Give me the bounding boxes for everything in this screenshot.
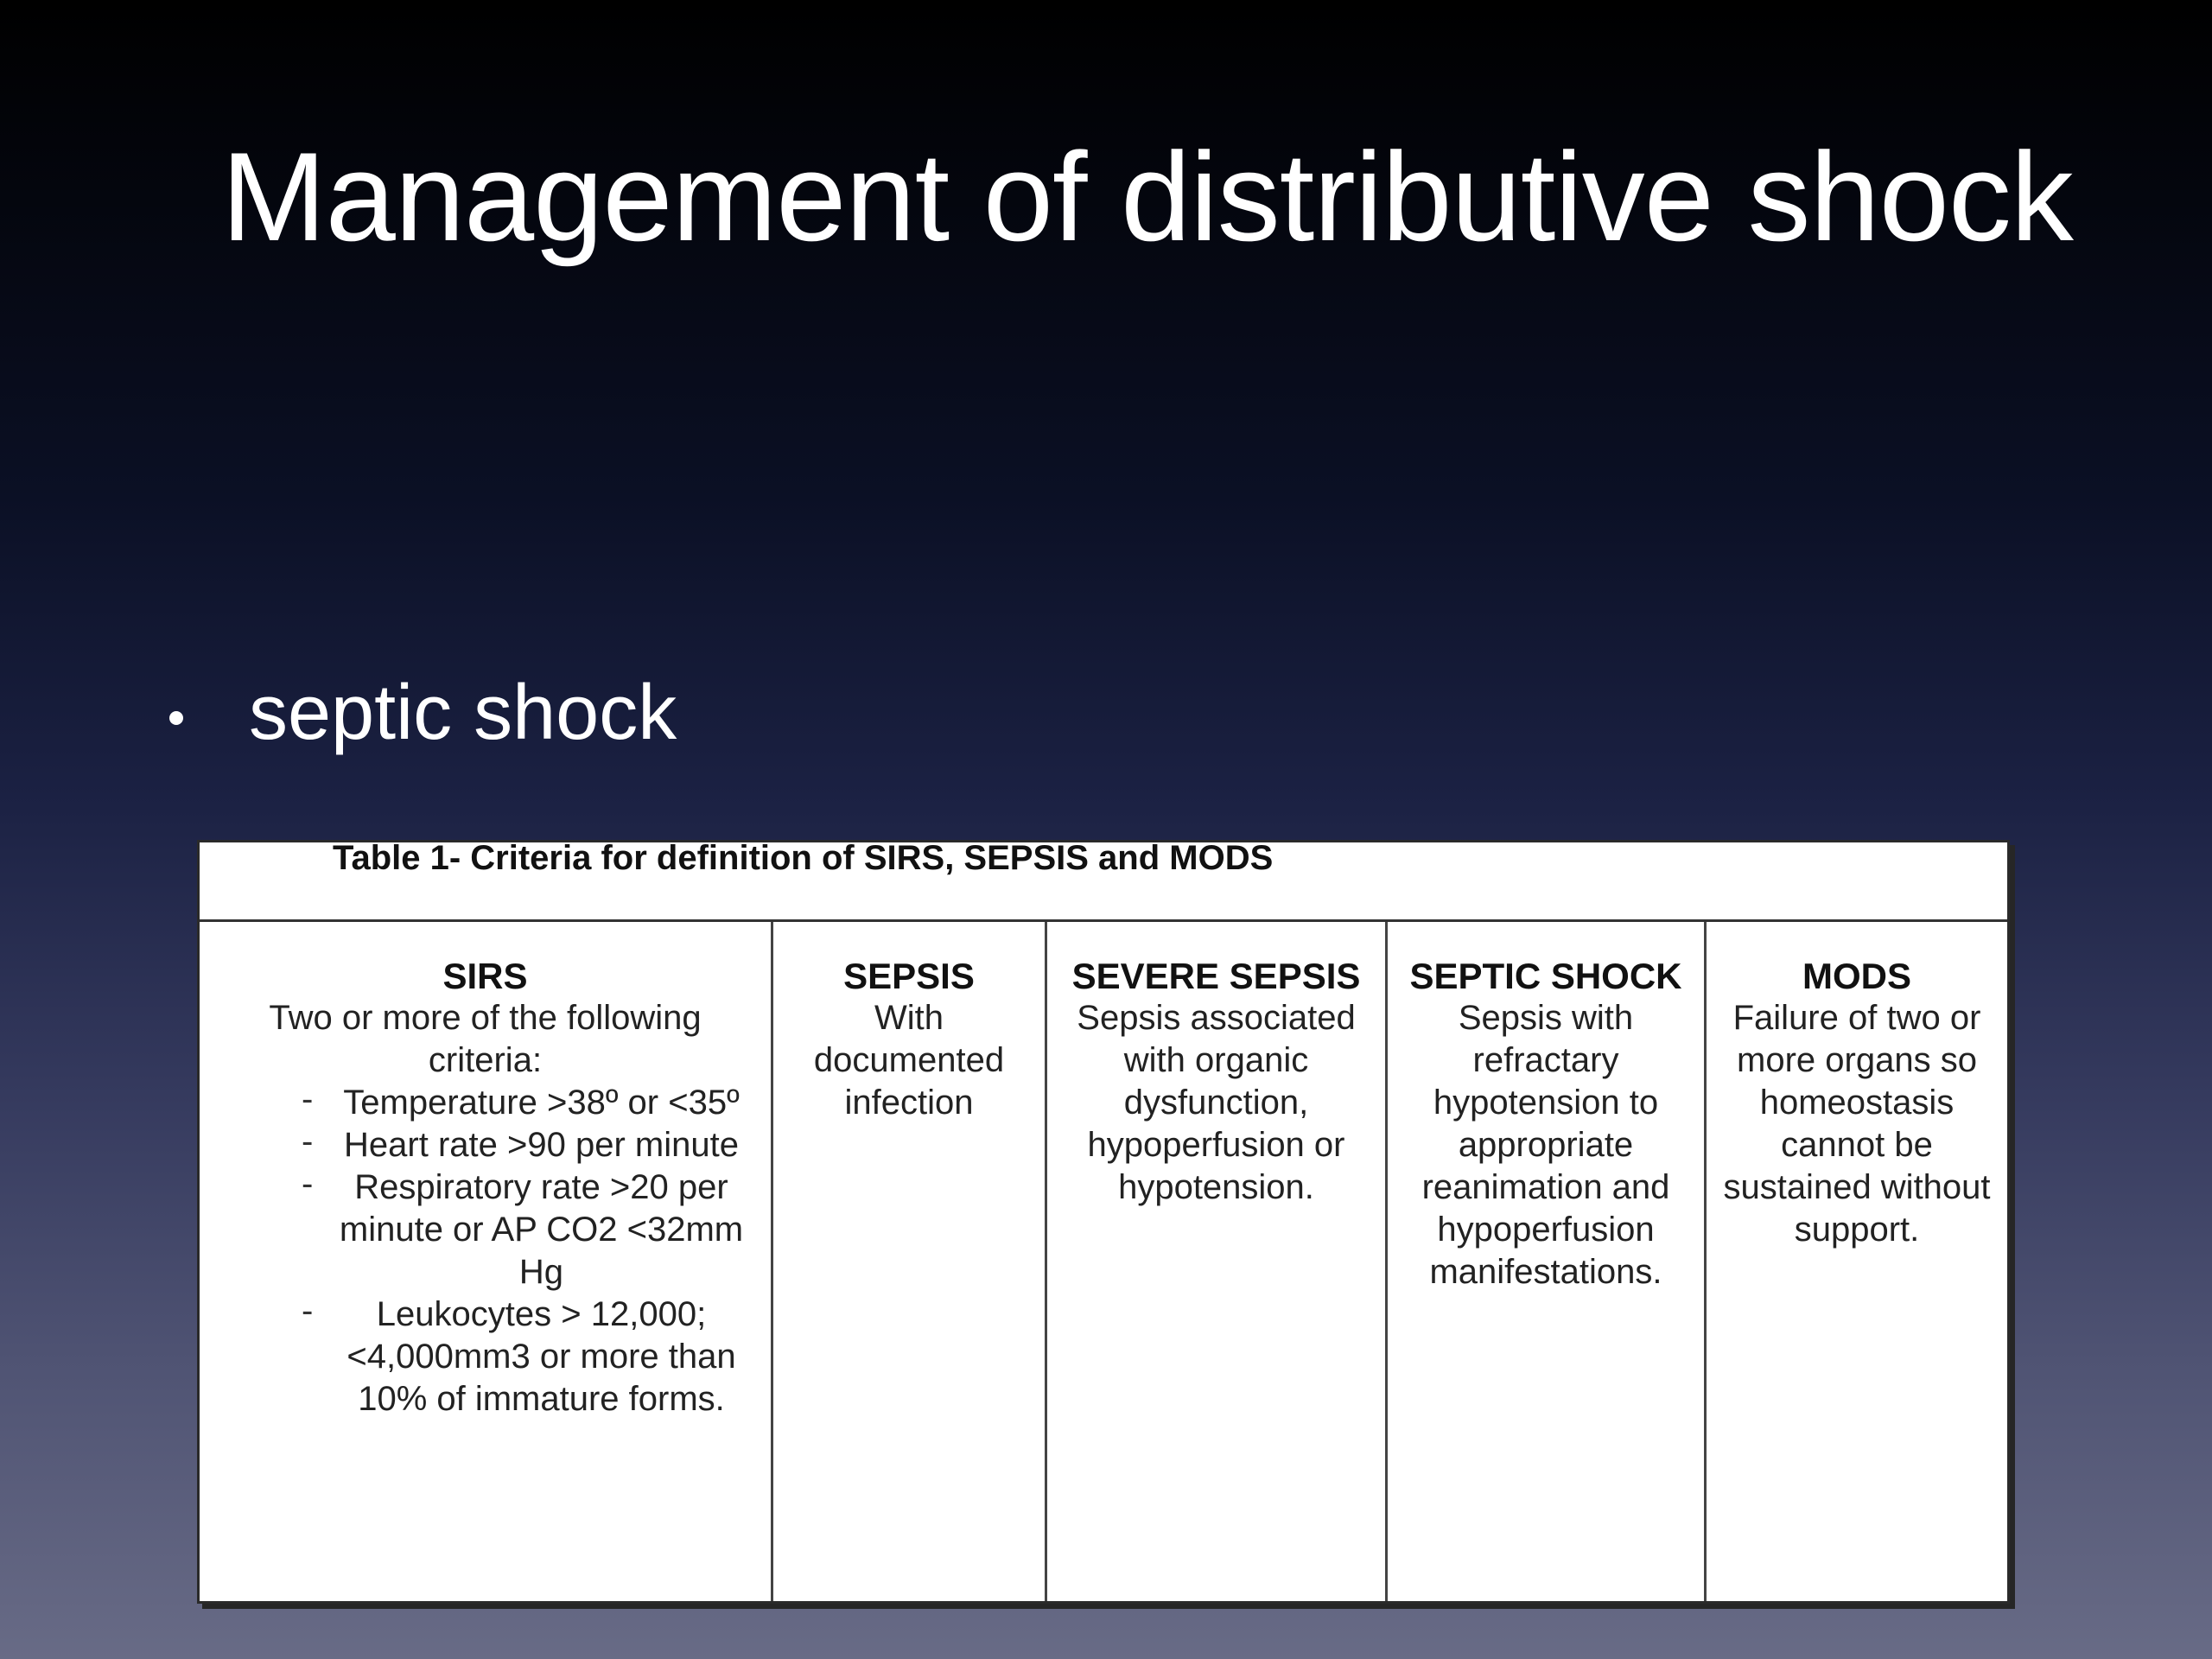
criteria-table-image	[197, 840, 2010, 1604]
sirs-criterion-heart-rate: - Heart rate >90 per minute	[200, 1124, 771, 1166]
bullet-text: septic shock	[249, 670, 677, 756]
table-column-septic-shock	[1388, 922, 1707, 1601]
bullet-dot-icon	[169, 711, 183, 725]
column-heading-severe-sepsis: SEVERE SEPSIS	[1071, 956, 1361, 996]
column-description-severe-sepsis: Sepsis associated with organic dysfunction, hypoperfusion or hypotension.	[1077, 999, 1356, 1206]
column-heading-mods: MODS	[1802, 956, 1911, 996]
column-description-sirs: Two or more of the following criteria:	[269, 999, 702, 1079]
column-heading-sirs: SIRS	[442, 956, 528, 996]
table-caption-row	[200, 839, 2007, 922]
sirs-criterion-leukocytes: - Leukocytes > 12,000; <4,000mm3 or more than 10% of immature forms.	[200, 1294, 771, 1421]
column-description-septic-shock: Sepsis with refractary hypotension to appropriate reanimation and hypoperfusion manifestations.	[1421, 999, 1670, 1291]
sirs-criteria-list	[200, 1082, 771, 1421]
sirs-criterion-respiratory-rate: - Respiratory rate >20 per minute or AP CO2 <32mm Hg	[200, 1166, 771, 1294]
column-description-mods: Failure of two or more organs so homeostasis cannot be sustained without support.	[1723, 999, 1991, 1249]
slide-title: Management of distributive shock	[221, 126, 2073, 267]
table-column-sepsis	[773, 922, 1047, 1601]
table-caption: Table 1- Criteria for definition of SIRS, SEPSIS and MODS	[333, 839, 1274, 877]
column-heading-septic-shock: SEPTIC SHOCK	[1409, 956, 1682, 996]
sirs-criterion-temperature: - Temperature >38º or <35º	[200, 1082, 771, 1124]
table-columns	[200, 922, 2007, 1601]
table-column-severe-sepsis	[1047, 922, 1388, 1601]
table-column-sirs	[200, 922, 773, 1601]
column-description-sepsis: With documented infection	[813, 999, 1005, 1122]
table-column-mods	[1707, 922, 2007, 1601]
column-heading-sepsis: SEPSIS	[843, 956, 975, 996]
